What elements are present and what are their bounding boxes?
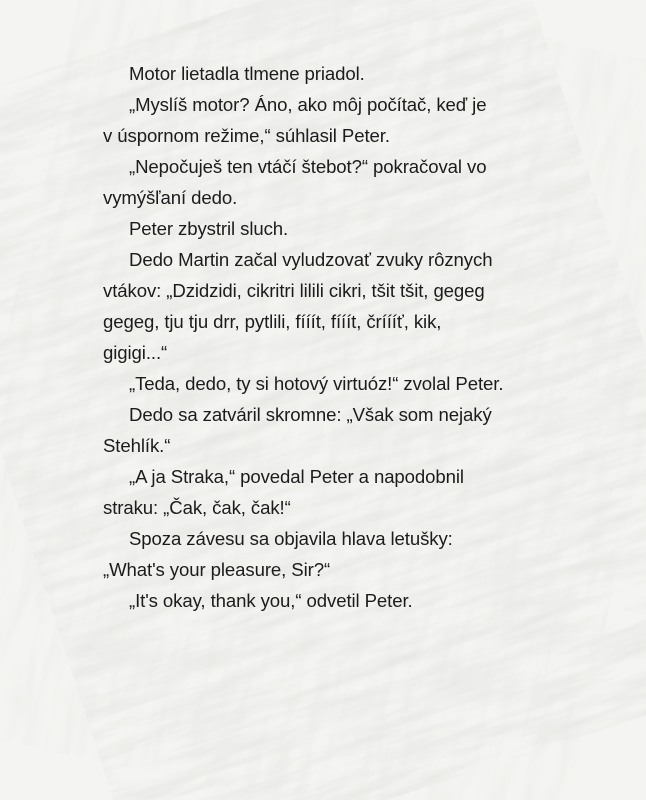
story-line: vymýšľaní dedo. bbox=[103, 187, 238, 208]
story-line: v úspornom režime,“ súhlasil Peter. bbox=[103, 125, 390, 146]
story-line: Peter zbystril sluch. bbox=[129, 218, 289, 239]
story-line: „Teda, dedo, ty si hotový virtuóz!“ zvolal Peter. bbox=[129, 373, 504, 394]
story-text-block bbox=[103, 58, 573, 616]
story-line: gegeg, tju tju drr, pytlili, fííít, fííít, čríííť, kik, bbox=[103, 311, 442, 332]
story-line: „It's okay, thank you,“ odvetil Peter. bbox=[129, 590, 413, 611]
story-line: „What's your pleasure, Sir?“ bbox=[103, 559, 331, 580]
story-line: Motor lietadla tlmene priadol. bbox=[129, 63, 365, 84]
story-line: Stehlík.“ bbox=[103, 435, 171, 456]
story-line: gigigi...“ bbox=[103, 342, 168, 363]
story-line: Spoza závesu sa objavila hlava letušky: bbox=[129, 528, 453, 549]
story-line: Dedo Martin začal vyludzovať zvuky rôznych bbox=[129, 249, 493, 270]
story-line: „A ja Straka,“ povedal Peter a napodobnil bbox=[129, 466, 464, 487]
story-line: straku: „Čak, čak, čak!“ bbox=[103, 497, 291, 518]
story-line: vtákov: „Dzidzidi, cikritri lilili cikri, tšit tšit, gegeg bbox=[103, 280, 485, 301]
story-line: Dedo sa zatváril skromne: „Však som nejaký bbox=[129, 404, 492, 425]
story-line: „Nepočuješ ten vtáčí štebot?“ pokračoval vo bbox=[129, 156, 487, 177]
story-line: „Myslíš motor? Áno, ako môj počítač, keď je bbox=[129, 94, 487, 115]
